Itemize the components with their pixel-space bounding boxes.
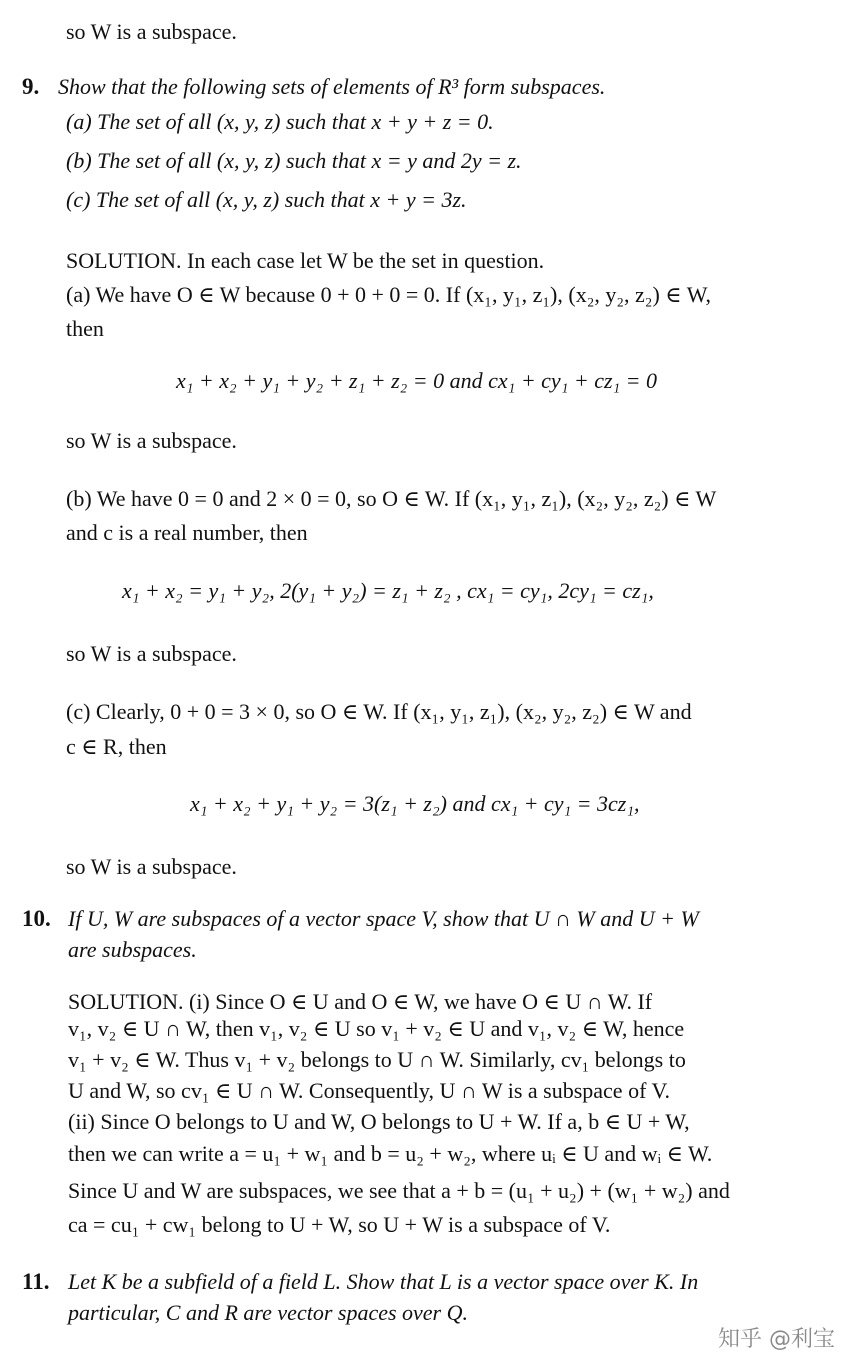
exercise-9-part-b: (b) The set of all (x, y, z) such that x = y and 2y = z. (66, 148, 522, 173)
solution-10-line-2: v₁, v₂ ∈ U ∩ W, then v₁, v₂ ∈ U so v₁ + v₂ ∈ U and v₁, v₂ ∈ W, hence (68, 1016, 685, 1041)
solution-9c-line-2: c ∈ R, then (66, 734, 167, 759)
exercise-9-question: Show that the following sets of elements of R³ form subspaces. (58, 74, 606, 99)
solution-9a-conclusion: so W is a subspace. (66, 428, 237, 453)
exercise-11-question-1: Let K be a subfield of a field L. Show that L is a vector space over K. In (68, 1269, 699, 1294)
solution-10-line-1: SOLUTION. (i) Since O ∈ U and O ∈ W, we have O ∈ U ∩ W. If (68, 989, 653, 1014)
solution-9a-line-2: then (66, 316, 104, 341)
exercise-10-question-2: are subspaces. (68, 937, 197, 962)
zhihu-watermark: 知乎 @利宝 (718, 1327, 835, 1352)
exercise-11-number: 11. (22, 1269, 50, 1294)
exercise-9-part-c: (c) The set of all (x, y, z) such that x + y = 3z. (66, 187, 467, 212)
solution-9c-conclusion: so W is a subspace. (66, 854, 237, 879)
solution-10-line-5: (ii) Since O belongs to U and W, O belongs to U + W. If a, b ∈ U + W, (68, 1109, 690, 1134)
solution-9b-line-2: and c is a real number, then (66, 520, 308, 545)
exercise-10-question-1: If U, W are subspaces of a vector space V, show that U ∩ W and U + W (68, 906, 699, 931)
exercise-10-number: 10. (22, 906, 51, 931)
solution-10-line-4: U and W, so cv₁ ∈ U ∩ W. Consequently, U ∩ W is a subspace of V. (68, 1078, 671, 1103)
solution-10-line-8: ca = cu₁ + cw₁ belong to U + W, so U + W is a subspace of V. (68, 1212, 611, 1237)
solution-10-line-3: v₁ + v₂ ∈ W. Thus v₁ + v₂ belongs to U ∩ W. Similarly, cv₁ belongs to (68, 1047, 686, 1072)
line-so-w-subspace-top: so W is a subspace. (66, 19, 237, 44)
solution-10-line-6: then we can write a = u₁ + w₁ and b = u₂ + w₂, where uᵢ ∈ U and wᵢ ∈ W. (68, 1141, 713, 1166)
solution-9c-line-1: (c) Clearly, 0 + 0 = 3 × 0, so O ∈ W. If (x₁, y₁, z₁), (x₂, y₂, z₂) ∈ W and (66, 699, 692, 724)
solution-10-line-7: Since U and W are subspaces, we see that a + b = (u₁ + u₂) + (w₁ + w₂) and (68, 1178, 730, 1203)
solution-9a-line-1: (a) We have O ∈ W because 0 + 0 + 0 = 0. If (x₁, y₁, z₁), (x₂, y₂, z₂) ∈ W, (66, 282, 711, 307)
solution-9b-line-1: (b) We have 0 = 0 and 2 × 0 = 0, so O ∈ W. If (x₁, y₁, z₁), (x₂, y₂, z₂) ∈ W (66, 486, 717, 511)
solution-9a-equation: x₁ + x₂ + y₁ + y₂ + z₁ + z₂ = 0 and cx₁ + cy₁ + cz₁ = 0 (176, 368, 658, 393)
solution-9b-conclusion: so W is a subspace. (66, 641, 237, 666)
exercise-9-part-a: (a) The set of all (x, y, z) such that x + y + z = 0. (66, 109, 494, 134)
solution-9b-equation: x₁ + x₂ = y₁ + y₂, 2(y₁ + y₂) = z₁ + z₂ , cx₁ = cy₁, 2cy₁ = cz₁, (122, 578, 654, 603)
solution-9c-equation: x₁ + x₂ + y₁ + y₂ = 3(z₁ + z₂) and cx₁ + cy₁ = 3cz₁, (190, 791, 640, 816)
exercise-9-number: 9. (22, 74, 40, 99)
exercise-11-question-2: particular, C and R are vector spaces over Q. (68, 1300, 469, 1325)
solution-9-heading: SOLUTION. In each case let W be the set in question. (66, 248, 545, 273)
